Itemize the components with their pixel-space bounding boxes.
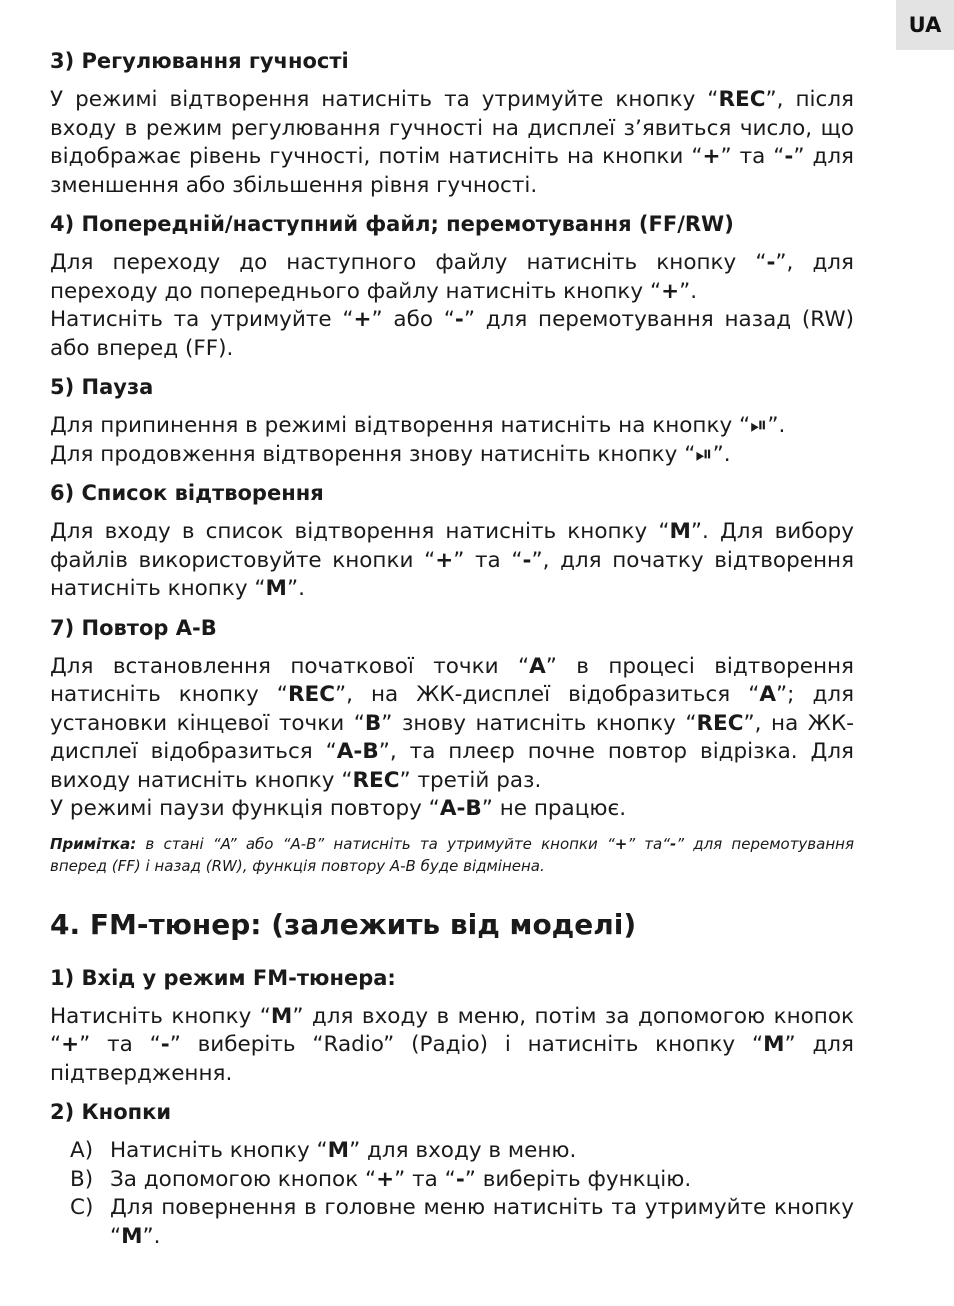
list-item: A) Натисніть кнопку “M” для входу в меню. bbox=[70, 1138, 577, 1163]
ab-repeat-paragraph: Для встановлення початкової точки “A” в процесі відтворення натисніть кнопку “REC”, на ЖК-дисплеї відобразиться “A”; для установки кінцевої точки “B” знову натисніть кнопку “REC”, на ЖК-дисплеї відобразиться “A-B”, та плеєр почне повтор відрізка. Для виходу натисніть кнопку “REC” третій раз. У режимі паузи функція повтору “A-B” не працює. bbox=[50, 653, 855, 821]
list-item: C) Для повернення в головне меню натисніть та утримуйте кнопку “M”. bbox=[70, 1195, 854, 1249]
volume-paragraph: У режимі відтворення натисніть та утримуйте кнопку “REC”, після входу в режим регулювання гучності на дисплеї з’явиться число, що відображає рівень гучності, потім натисніть на кнопки “+” та “-” для зменшення або збільшення рівня гучності. bbox=[50, 87, 854, 198]
section-heading-fm-enter: 1) Вхід у режим FM-тюнера: bbox=[50, 965, 396, 990]
chapter-title-fm-tuner: 4. FM-тюнер: (залежить від моделі) bbox=[50, 907, 637, 941]
note-paragraph: Примітка: в стані “A” або “A-B” натисніть та утримуйте кнопки “+” та“-” для перемотування вперед (FF) і назад (RW), функція повтору A-B буде відмінена. bbox=[50, 834, 854, 875]
pause-paragraph: Для припинення в режимі відтворення натисніть на кнопку “⏯”. Для продовження відтворення знову натисніть кнопку “⏯”. bbox=[50, 413, 786, 467]
prev-next-paragraph: Для переходу до наступного файлу натисніть кнопку “-”, для переходу до попереднього файлу натисніть кнопку “+”. Натисніть та утримуйте “+” або “-” для перемотування назад (RW) або вперед (FF). bbox=[50, 250, 855, 361]
fm-buttons-list bbox=[70, 1137, 854, 1251]
section-heading-fm-buttons: 2) Кнопки bbox=[50, 1100, 172, 1124]
section-heading-playlist: 6) Список відтворення bbox=[50, 481, 324, 505]
section-heading-ab-repeat: 7) Повтор A-B bbox=[50, 615, 217, 640]
note-label: Примітка: bbox=[50, 834, 137, 853]
section-heading-prev-next: 4) Попередній/наступний файл; перемотування (FF/RW) bbox=[50, 212, 734, 236]
fm-enter-paragraph: Натисніть кнопку “M” для входу в меню, потім за допомогою кнопок “+” та “-” виберіть “Radio” (Радіо) і натисніть кнопку “M” для підтвердження. bbox=[50, 1003, 854, 1086]
language-tab: UA bbox=[896, 0, 954, 50]
list-item: B) За допомогою кнопок “+” та “-” виберіть функцію. bbox=[70, 1166, 692, 1192]
section-heading-pause: 5) Пауза bbox=[50, 375, 154, 399]
section-heading-volume: 3) Регулювання гучності bbox=[50, 49, 349, 73]
playlist-paragraph: Для входу в список відтворення натисніть кнопку “M”. Для вибору файлів використовуйте кнопки “+” та “-”, для початку відтворення натисніть кнопку “M”. bbox=[50, 519, 854, 601]
page-content bbox=[50, 46, 854, 1251]
